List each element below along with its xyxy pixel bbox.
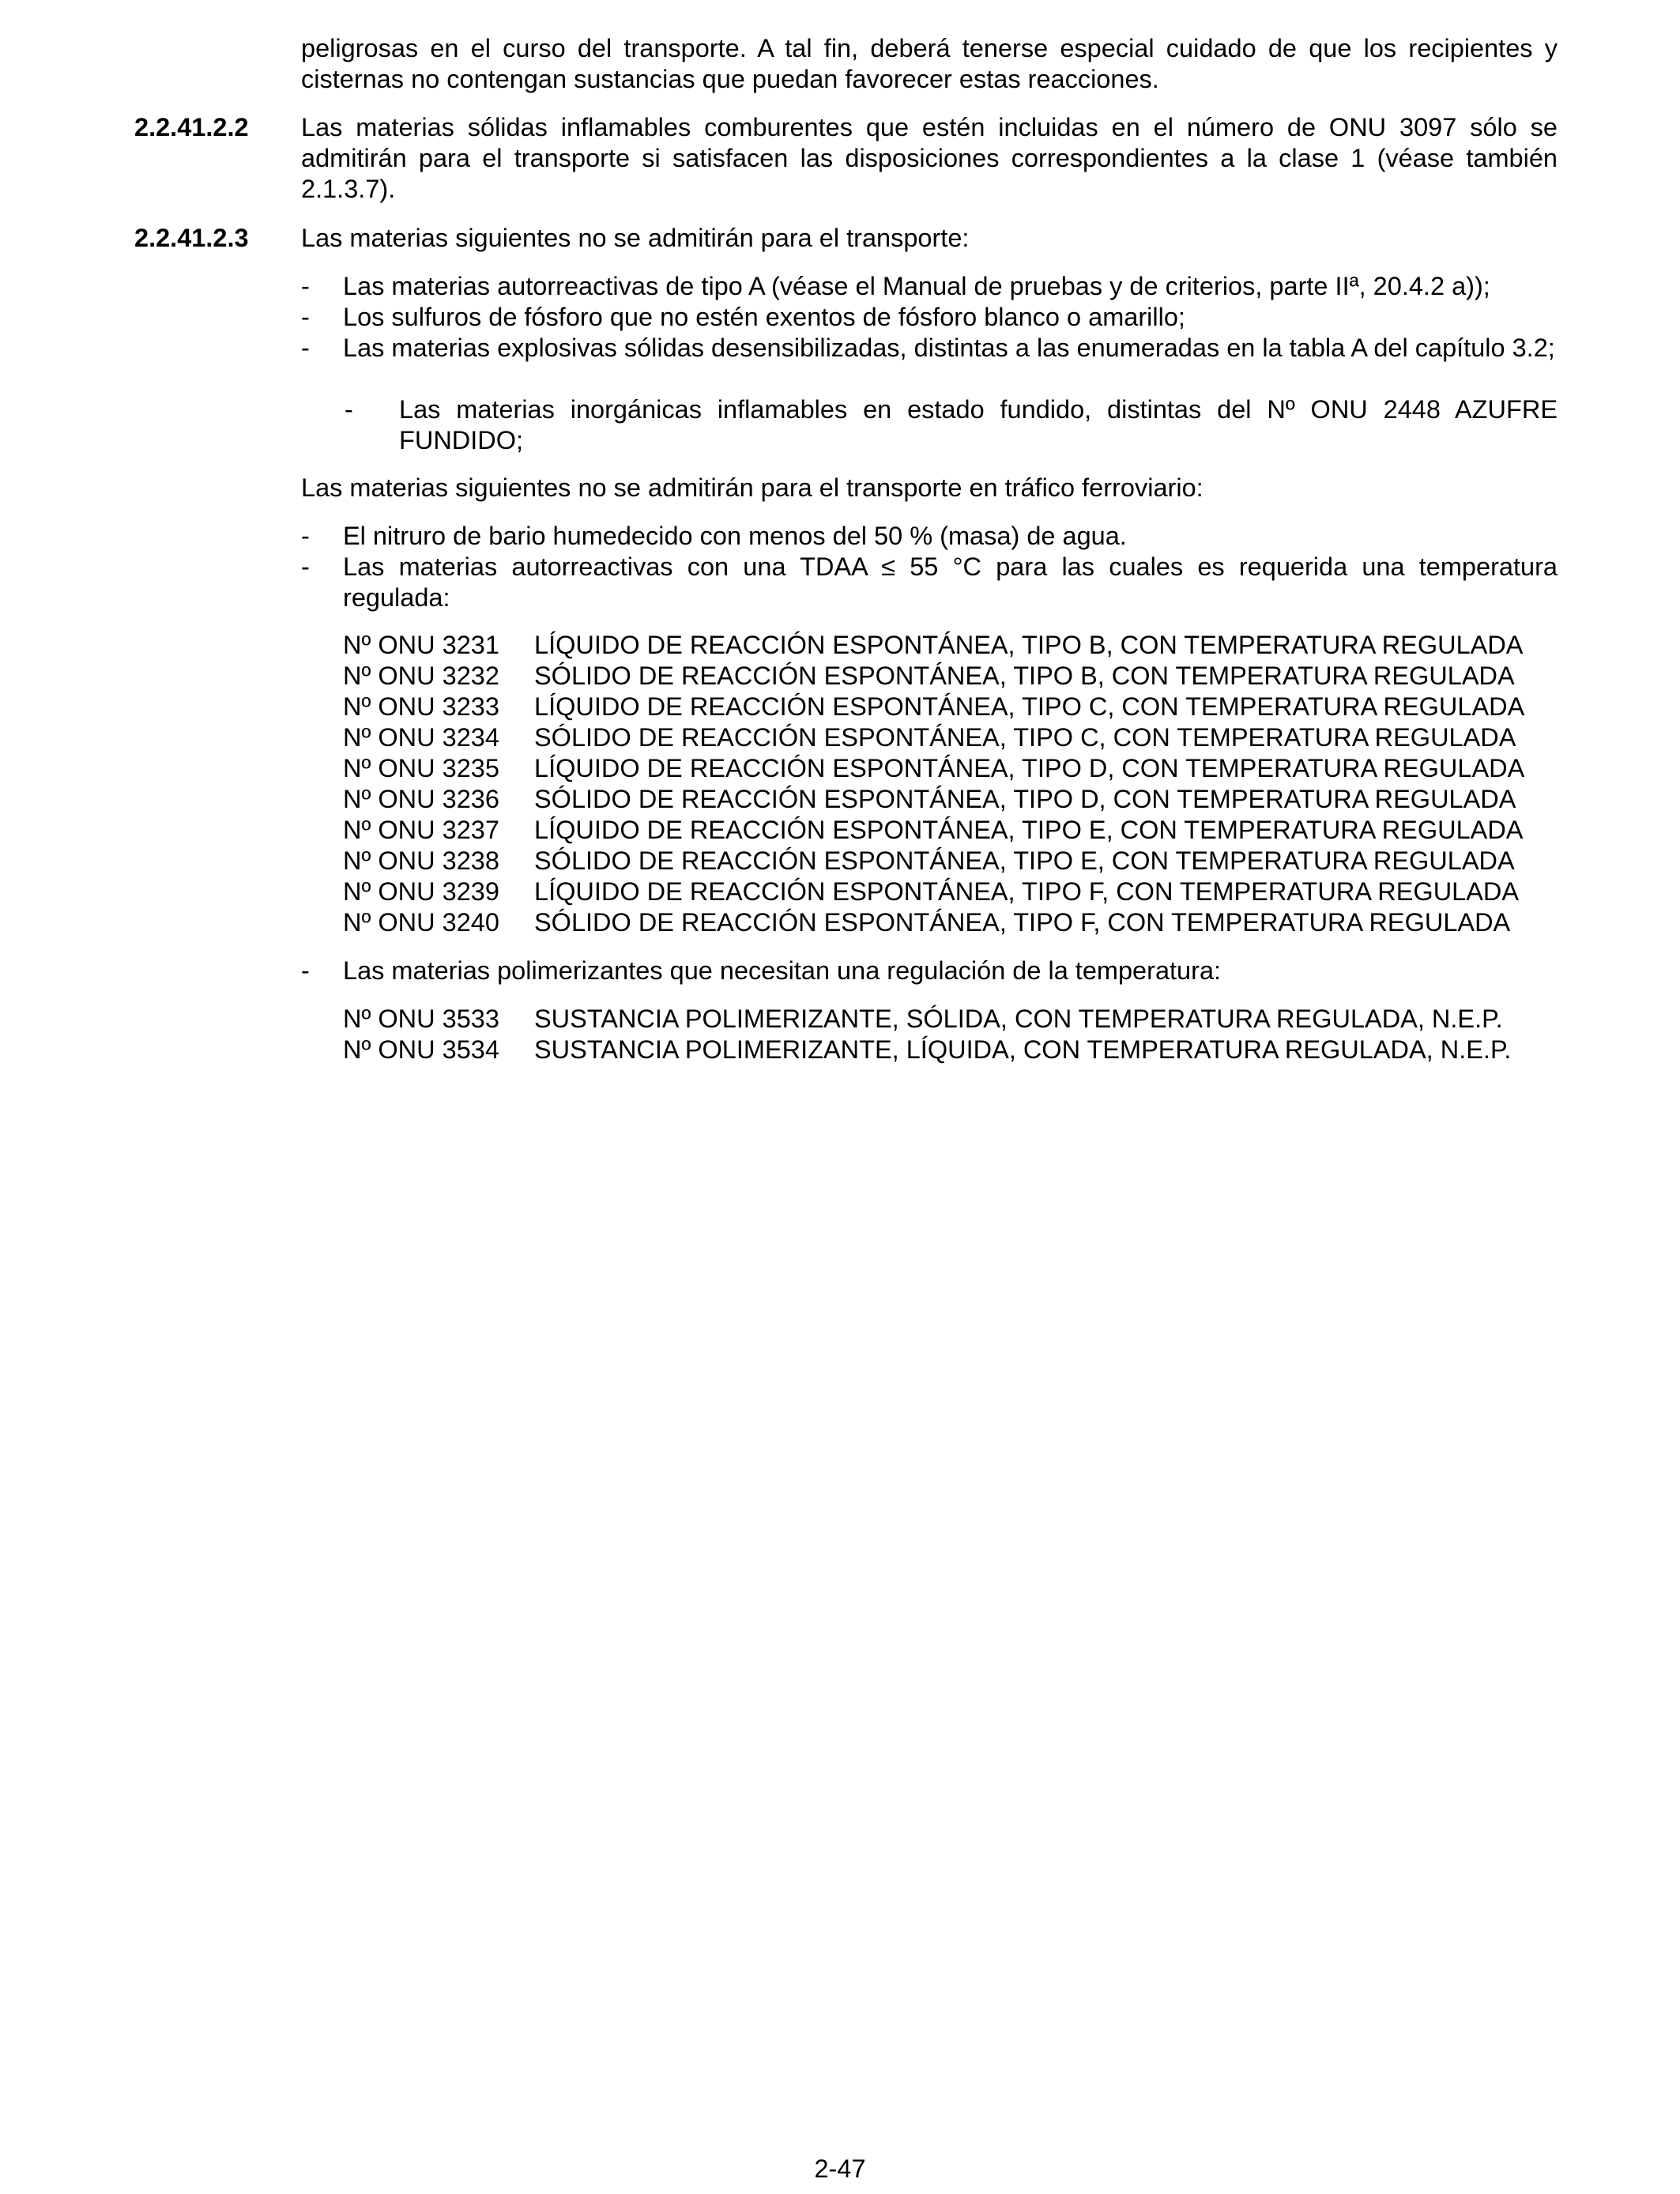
onu-description: LÍQUIDO DE REACCIÓN ESPONTÁNEA, TIPO B, CON TEMPERATURA REGULADA: [534, 631, 1524, 659]
onu-code: Nº ONU 3239: [343, 877, 499, 906]
onu-entry: [343, 722, 1558, 753]
list-item-text: Las materias autorreactivas de tipo A (véase el Manual de pruebas y de criterios, parte IIª, 20.4.2 a));: [343, 272, 1490, 300]
onu-description: SÓLIDO DE REACCIÓN ESPONTÁNEA, TIPO E, CON TEMPERATURA REGULADA: [534, 846, 1515, 875]
onu-entry: [343, 753, 1558, 784]
intro-paragraph: peligrosas en el curso del transporte. A tal fin, deberá tenerse especial cuidado de que los recipientes y cisternas no contengan sustancias que puedan favorecer estas reacciones.: [301, 34, 1558, 93]
onu-description: SUSTANCIA POLIMERIZANTE, LÍQUIDA, CON TEMPERATURA REGULADA, N.E.P.: [534, 1035, 1512, 1064]
onu-description: SÓLIDO DE REACCIÓN ESPONTÁNEA, TIPO D, CON TEMPERATURA REGULADA: [534, 785, 1516, 813]
onu-entry: [343, 784, 1558, 815]
onu-code: Nº ONU 3237: [343, 816, 499, 844]
onu-entry: [343, 1004, 1558, 1035]
onu-code: Nº ONU 3231: [343, 631, 499, 659]
onu-code: Nº ONU 3238: [343, 846, 499, 875]
onu-entry: [343, 630, 1558, 661]
list-item-text: Las materias autorreactivas con una TDAA ≤ 55 °C para las cuales es requerida una temperatura regulada:: [343, 552, 1558, 612]
rail-transport-paragraph: Las materias siguientes no se admitirán para el transporte en tráfico ferroviario:: [301, 473, 1203, 502]
bullet-dash: -: [301, 334, 310, 362]
bullet-dash: -: [301, 956, 310, 985]
bullet-dash: -: [301, 522, 310, 550]
onu-description: SÓLIDO DE REACCIÓN ESPONTÁNEA, TIPO F, CON TEMPERATURA REGULADA: [534, 908, 1511, 937]
onu-code: Nº ONU 3232: [343, 662, 499, 690]
onu-entry: [343, 1035, 1558, 1065]
bullet-dash: -: [301, 272, 310, 300]
onu-description: LÍQUIDO DE REACCIÓN ESPONTÁNEA, TIPO E, CON TEMPERATURA REGULADA: [534, 816, 1524, 844]
section-number-2-2-41-2-2: 2.2.41.2.2: [134, 113, 249, 141]
onu-entry: [343, 815, 1558, 846]
onu-description: SÓLIDO DE REACCIÓN ESPONTÁNEA, TIPO C, CON TEMPERATURA REGULADA: [534, 723, 1516, 752]
onu-entry: [343, 876, 1558, 907]
onu-description: LÍQUIDO DE REACCIÓN ESPONTÁNEA, TIPO F, CON TEMPERATURA REGULADA: [534, 877, 1520, 906]
section-2-2-41-2-2-text: Las materias sólidas inflamables comburentes que estén incluidas en el número de ONU 3097 sólo se admitirán para el transporte si satisfacen las disposiciones correspondientes a la clase 1 (véase también 2.1.3.7).: [301, 113, 1558, 203]
onu-code: Nº ONU 3234: [343, 723, 499, 752]
onu-description: SÓLIDO DE REACCIÓN ESPONTÁNEA, TIPO B, CON TEMPERATURA REGULADA: [534, 662, 1515, 690]
onu-entry: [343, 907, 1558, 938]
list-item-text: Las materias polimerizantes que necesitan una regulación de la temperatura:: [343, 956, 1222, 985]
bullet-dash: -: [345, 395, 353, 424]
onu-code: Nº ONU 3240: [343, 908, 499, 937]
page-number: 2-47: [814, 2154, 866, 2183]
onu-code: Nº ONU 3233: [343, 692, 499, 721]
onu-code: Nº ONU 3236: [343, 785, 499, 813]
bullet-dash: -: [301, 552, 310, 581]
list-item-text: Los sulfuros de fósforo que no estén exentos de fósforo blanco o amarillo;: [343, 303, 1185, 331]
section-2-2-41-2-3-text: Las materias siguientes no se admitirán para el transporte:: [301, 224, 970, 252]
onu-description: SUSTANCIA POLIMERIZANTE, SÓLIDA, CON TEMPERATURA REGULADA, N.E.P.: [534, 1005, 1503, 1033]
list-item-text: El nitruro de bario humedecido con menos del 50 % (masa) de agua.: [343, 522, 1127, 550]
onu-code: Nº ONU 3533: [343, 1005, 499, 1033]
onu-code: Nº ONU 3534: [343, 1035, 499, 1064]
onu-entry: [343, 846, 1558, 876]
onu-description: LÍQUIDO DE REACCIÓN ESPONTÁNEA, TIPO C, CON TEMPERATURA REGULADA: [534, 692, 1525, 721]
bullet-dash: -: [301, 303, 310, 331]
section-number-2-2-41-2-3: 2.2.41.2.3: [134, 224, 249, 252]
onu-entry: [343, 692, 1558, 722]
onu-code: Nº ONU 3235: [343, 754, 499, 782]
list-item-text: Las materias explosivas sólidas desensibilizadas, distintas a las enumeradas en la tabla A del capítulo 3.2;: [343, 334, 1555, 362]
onu-entry: [343, 661, 1558, 692]
onu-description: LÍQUIDO DE REACCIÓN ESPONTÁNEA, TIPO D, CON TEMPERATURA REGULADA: [534, 754, 1525, 782]
list-item-text: Las materias inorgánicas inflamables en estado fundido, distintas del Nº ONU 2448 AZUFRE FUNDIDO;: [399, 395, 1558, 454]
